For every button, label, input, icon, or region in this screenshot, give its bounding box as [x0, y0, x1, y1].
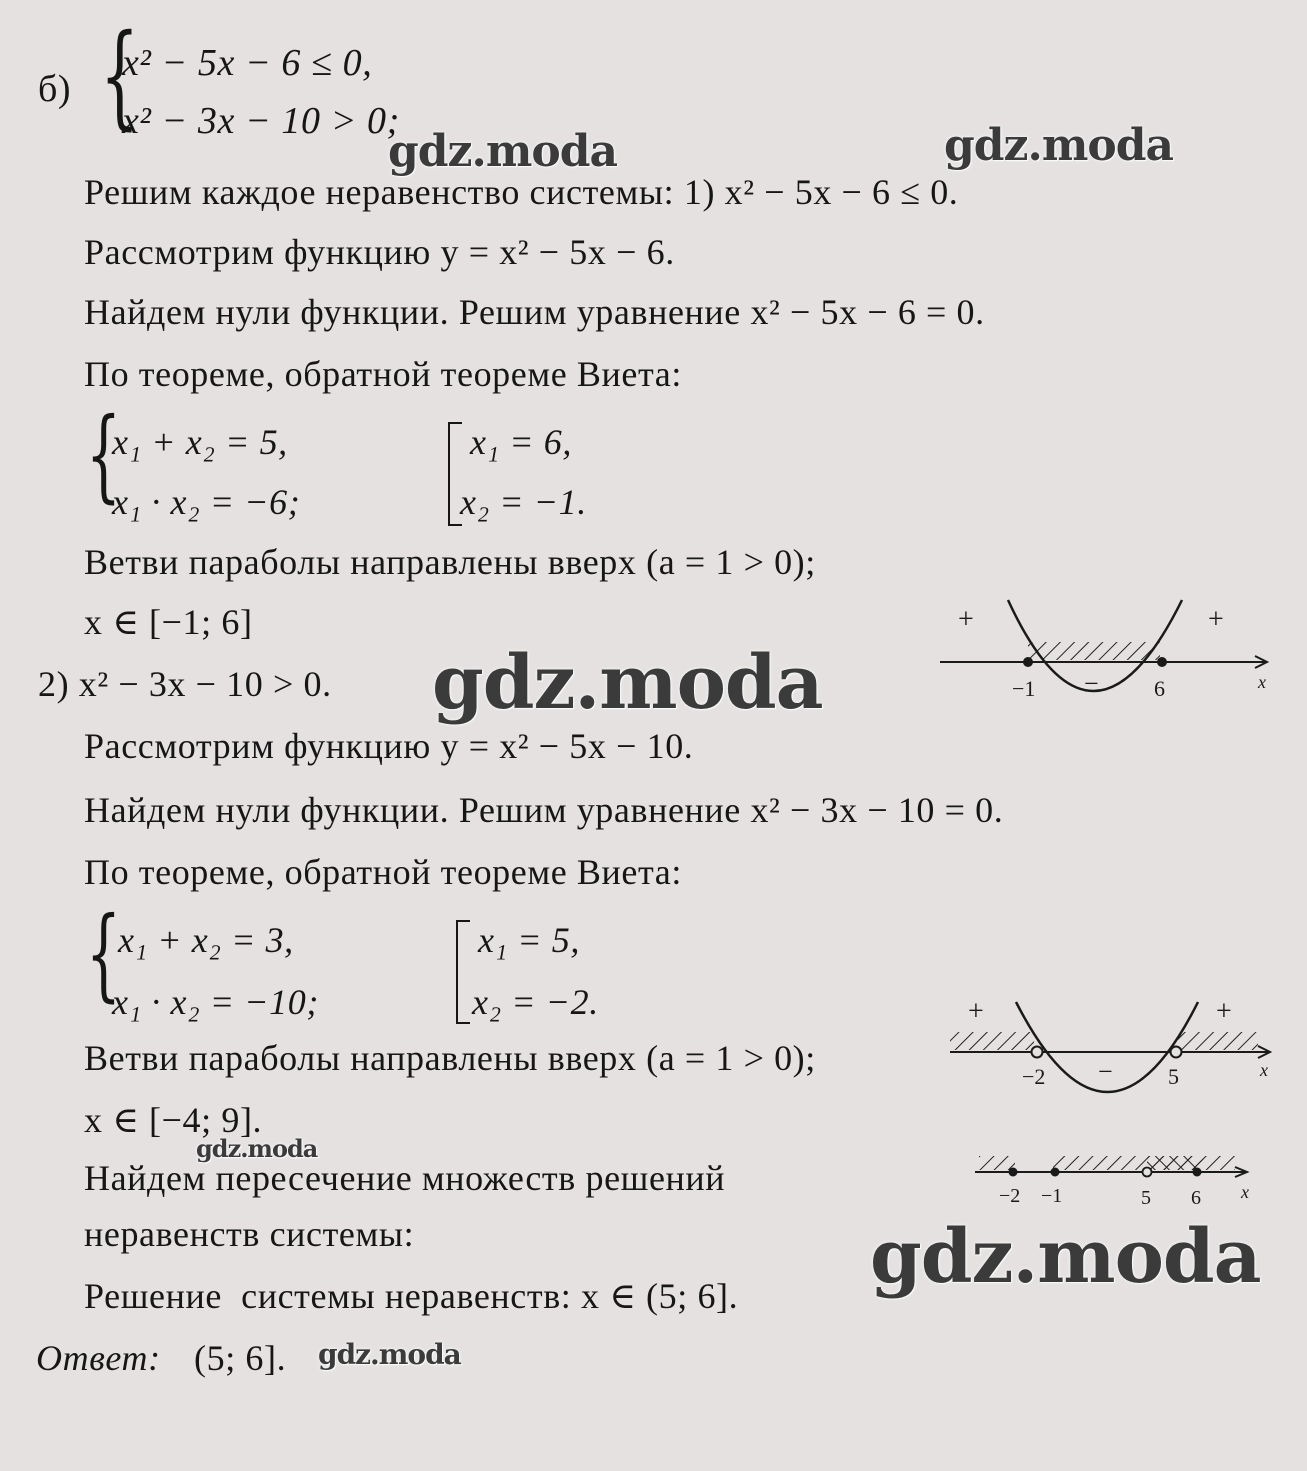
step2-set-bracket	[456, 920, 470, 1024]
step1-hatch-region	[1028, 642, 1160, 660]
step2-intro: 2) x² − 3x − 10 > 0.	[38, 664, 332, 704]
step1-sign-right: +	[1208, 604, 1224, 635]
step1-sys-left-2: x₁ · x₂ = −6;	[112, 482, 301, 522]
step2-sys-left-1: x₁ + x₂ = 3,	[118, 920, 294, 960]
step1-system-brace: {	[86, 396, 121, 513]
step2-root-right-label: 5	[1168, 1064, 1179, 1089]
step1-root-right-label: 6	[1154, 676, 1165, 701]
step2-sys-right-1: x₁ = 5,	[478, 920, 580, 960]
solution-text: Решение системы неравенств: x ∈ (5; 6].	[84, 1276, 739, 1316]
intersection-axis-label: x	[1241, 1182, 1249, 1202]
step2-hatch-left	[950, 1032, 1034, 1050]
step2-root-right-point	[1171, 1047, 1182, 1058]
step2-root-left-point	[1032, 1047, 1043, 1058]
intersection-point-minus2	[1009, 1168, 1018, 1177]
intersection-hatch-right	[1147, 1156, 1235, 1170]
step1-sys-left-1: x₁ + x₂ = 5,	[112, 422, 288, 462]
step1-sys-right-2: x₂ = −1.	[460, 482, 587, 522]
intersection-text-1: Найдем пересечение множеств решений	[84, 1158, 726, 1198]
intersection-tick-minus1: −1	[1041, 1185, 1063, 1207]
step2-sign-right: +	[1216, 996, 1232, 1027]
intersection-tick-6: 6	[1191, 1187, 1201, 1209]
step2-hatch-right	[1178, 1032, 1258, 1050]
intersection-text-2: неравенств системы:	[84, 1214, 415, 1254]
step1-sys-right-1: x₁ = 6,	[470, 422, 572, 462]
step1-sign-left: +	[958, 604, 974, 635]
watermark: gdz.moda	[432, 640, 823, 726]
system-line-2: x² − 3x − 10 > 0;	[122, 100, 400, 142]
step1-axis-label: x	[1258, 672, 1266, 692]
step2-zeros: Найдем нули функции. Решим уравнение x² − 3x − 10 = 0.	[84, 790, 1004, 830]
step1-answer: x ∈ [−1; 6]	[84, 602, 253, 642]
system-brace: {	[100, 11, 140, 141]
watermark: gdz.moda	[388, 126, 618, 177]
step1-vieta: По теореме, обратной теореме Виета:	[84, 354, 682, 394]
final-answer-value: (5; 6].	[194, 1338, 287, 1378]
step1-branches: Ветви параболы направлены вверх (a = 1 > 0);	[84, 542, 816, 582]
part-label: б)	[38, 68, 72, 110]
intersection-tick-minus2: −2	[999, 1185, 1021, 1207]
final-answer-label: Ответ:	[36, 1338, 161, 1378]
intersection-tick-5: 5	[1141, 1187, 1151, 1209]
step1-sign-middle: −	[1084, 669, 1099, 698]
intersection-point-minus1	[1051, 1168, 1060, 1177]
watermark: gdz.moda	[196, 1134, 318, 1163]
step1-root-right-point	[1157, 657, 1167, 667]
step2-branches: Ветви параболы направлены вверх (a = 1 > 0);	[84, 1038, 816, 1078]
step1-root-left-label: −1	[1012, 676, 1036, 701]
step1-parabola-graph	[940, 592, 1280, 712]
bleed-through-text	[760, 40, 767, 70]
step1-consider: Рассмотрим функцию y = x² − 5x − 6.	[84, 232, 675, 272]
intersection-point-5	[1143, 1168, 1152, 1177]
step2-sign-left: +	[968, 996, 984, 1027]
step2-consider: Рассмотрим функцию y = x² − 5x − 10.	[84, 726, 694, 766]
step2-axis-label: x	[1260, 1060, 1268, 1080]
system-line-1: x² − 5x − 6 ≤ 0,	[122, 42, 373, 84]
intersection-hatch-left	[979, 1156, 1015, 1170]
step2-root-left-label: −2	[1022, 1064, 1046, 1089]
intersection-graph	[975, 1146, 1275, 1209]
step1-zeros: Найдем нули функции. Решим уравнение x² − 5x − 6 = 0.	[84, 292, 985, 332]
step2-vieta: По теореме, обратной теореме Виета:	[84, 852, 682, 892]
watermark: gdz.moda	[870, 1214, 1261, 1300]
watermark: gdz.moda	[944, 120, 1174, 171]
watermark: gdz.moda	[318, 1338, 461, 1371]
step2-answer: x ∈ [−4; 9].	[84, 1100, 263, 1140]
step2-sign-middle: −	[1098, 1057, 1113, 1086]
step1-root-left-point	[1023, 657, 1033, 667]
step2-sys-right-2: x₂ = −2.	[472, 982, 599, 1022]
intersection-point-6	[1193, 1168, 1202, 1177]
step2-parabola-graph	[950, 996, 1280, 1122]
step2-sys-left-2: x₁ · x₂ = −10;	[112, 982, 319, 1022]
step2-system-brace: {	[86, 895, 121, 1012]
step1-intro: Решим каждое неравенство системы: 1) x² − 5x − 6 ≤ 0.	[84, 172, 959, 212]
